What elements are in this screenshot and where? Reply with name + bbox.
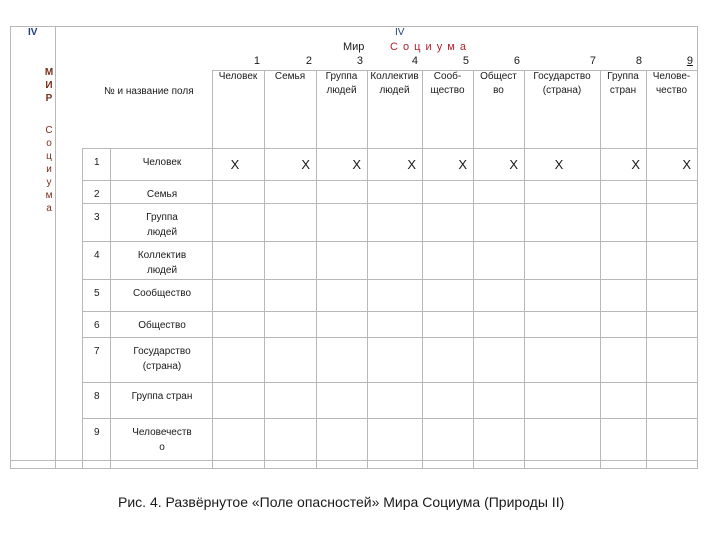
column-header-text: Общест <box>480 71 517 82</box>
col-line <box>524 70 525 468</box>
col-line <box>110 148 111 468</box>
column-header-text: Коллектив <box>370 71 419 82</box>
column-number: 8 <box>635 55 642 67</box>
row-number: 3 <box>94 212 100 223</box>
danger-mark: X <box>407 157 416 172</box>
column-number: 3 <box>356 55 363 67</box>
row-number: 1 <box>94 157 100 168</box>
column-header-label <box>367 70 422 98</box>
column-number: 2 <box>305 55 312 67</box>
column-header-text: (страна) <box>542 85 582 96</box>
row-label-text: Коллектив <box>137 250 187 261</box>
danger-mark: X <box>631 157 640 172</box>
column-number: 5 <box>462 55 469 67</box>
header-mir: Мир <box>343 41 365 53</box>
column-number: 4 <box>411 55 418 67</box>
row-label <box>114 248 210 278</box>
column-header-label <box>524 70 600 98</box>
row-line <box>82 382 698 383</box>
row-label <box>114 318 210 333</box>
column-header-label <box>473 70 524 98</box>
header-roman-numeral: IV <box>395 27 405 38</box>
row-line <box>82 418 698 419</box>
column-number: 1 <box>253 55 260 67</box>
col-line <box>82 148 83 468</box>
left-roman-numeral: IV <box>28 27 38 38</box>
row-label-text: Человечеств <box>132 427 192 438</box>
column-header-label <box>316 70 367 98</box>
vertical-letter: о <box>46 138 52 149</box>
column-header-text: во <box>493 85 504 96</box>
row-label-text: Общество <box>138 320 186 331</box>
column-header-text: Сооб- <box>433 71 462 82</box>
figure-caption: Рис. 4. Развёрнутое «Поле опасностей» Мира Социума (Природы II) <box>118 494 565 510</box>
row-number: 9 <box>94 427 100 438</box>
column-header-text: людей <box>379 85 410 96</box>
col-line <box>316 70 317 468</box>
column-header-text: Человек <box>218 71 258 82</box>
row-label-text: Группа стран <box>131 391 193 402</box>
row-number: 4 <box>94 250 100 261</box>
vertical-letter: ц <box>46 151 52 162</box>
danger-mark: X <box>509 157 518 172</box>
row-number: 6 <box>94 320 100 331</box>
frame-left-line <box>10 26 11 469</box>
row-line <box>82 279 698 280</box>
col-line <box>600 70 601 468</box>
col-line <box>473 70 474 468</box>
col-line <box>646 70 647 468</box>
field-label: № и название поля <box>104 86 194 97</box>
row-label-text: Сообщество <box>132 288 192 299</box>
column-header-label <box>212 70 264 84</box>
bottom-inner-line <box>10 460 698 461</box>
row-label <box>114 344 210 374</box>
col-line <box>212 70 213 468</box>
row-number: 8 <box>94 391 100 402</box>
column-header-text: Группа <box>607 71 639 82</box>
danger-mark: X <box>230 157 240 172</box>
column-number: 9 <box>686 55 693 67</box>
column-header-text: Группа <box>325 71 358 82</box>
left-word-socium <box>42 124 56 215</box>
row-line <box>82 311 698 312</box>
row-number: 5 <box>94 288 100 299</box>
vertical-letter: И <box>45 80 53 91</box>
danger-mark: X <box>301 157 310 172</box>
column-header-text: чество <box>655 85 688 96</box>
column-header-text: щество <box>430 85 465 96</box>
danger-mark: X <box>554 157 564 172</box>
row-label-text: людей <box>146 227 178 238</box>
danger-mark: X <box>352 157 361 172</box>
row-line <box>82 468 698 469</box>
row-label-text: Человек <box>142 157 182 168</box>
column-header-text: людей <box>326 85 357 96</box>
vertical-letter: Р <box>45 93 53 104</box>
row-label <box>114 155 210 170</box>
row-line <box>82 241 698 242</box>
column-header-text: Челове- <box>652 71 691 82</box>
row-number: 2 <box>94 189 100 200</box>
danger-mark: X <box>682 157 691 172</box>
row-label <box>114 210 210 240</box>
column-header-text: Государство <box>533 71 591 82</box>
row-label <box>114 187 210 202</box>
row-label-text: Государство <box>133 346 191 357</box>
frame-top-line <box>10 26 698 27</box>
column-header-label <box>422 70 473 98</box>
column-header-text: стран <box>609 85 637 96</box>
row-label-text: Семья <box>146 189 178 200</box>
row-label-text: о <box>159 442 165 453</box>
row-number: 7 <box>94 346 100 357</box>
row-label <box>114 425 210 455</box>
row-line <box>82 180 698 181</box>
row-line <box>82 203 698 204</box>
row-label <box>114 286 210 301</box>
vertical-letter: у <box>46 177 52 188</box>
column-number: 7 <box>589 55 596 67</box>
col-line <box>697 26 698 468</box>
col-line <box>422 70 423 468</box>
row-line <box>82 337 698 338</box>
vertical-letter: М <box>44 67 54 78</box>
column-number: 6 <box>513 55 520 67</box>
header-socium: С о ц и у м а <box>390 41 468 53</box>
column-header-label <box>264 70 316 84</box>
vertical-letter: и <box>46 164 52 175</box>
row-label-text: людей <box>146 265 178 276</box>
danger-mark: X <box>458 157 467 172</box>
row-label-text: Группа <box>146 212 178 223</box>
vertical-letter: м <box>45 190 53 201</box>
left-word-mir <box>42 66 56 105</box>
col-line <box>367 70 368 468</box>
column-header-text: Семья <box>274 71 306 82</box>
row-label <box>114 389 210 404</box>
column-header-label <box>646 70 697 98</box>
vertical-letter: а <box>46 203 52 214</box>
col-line <box>264 70 265 468</box>
vertical-letter: С <box>45 125 53 136</box>
row-line <box>82 148 698 149</box>
column-header-label <box>600 70 646 98</box>
row-label-text: (страна) <box>142 361 182 372</box>
